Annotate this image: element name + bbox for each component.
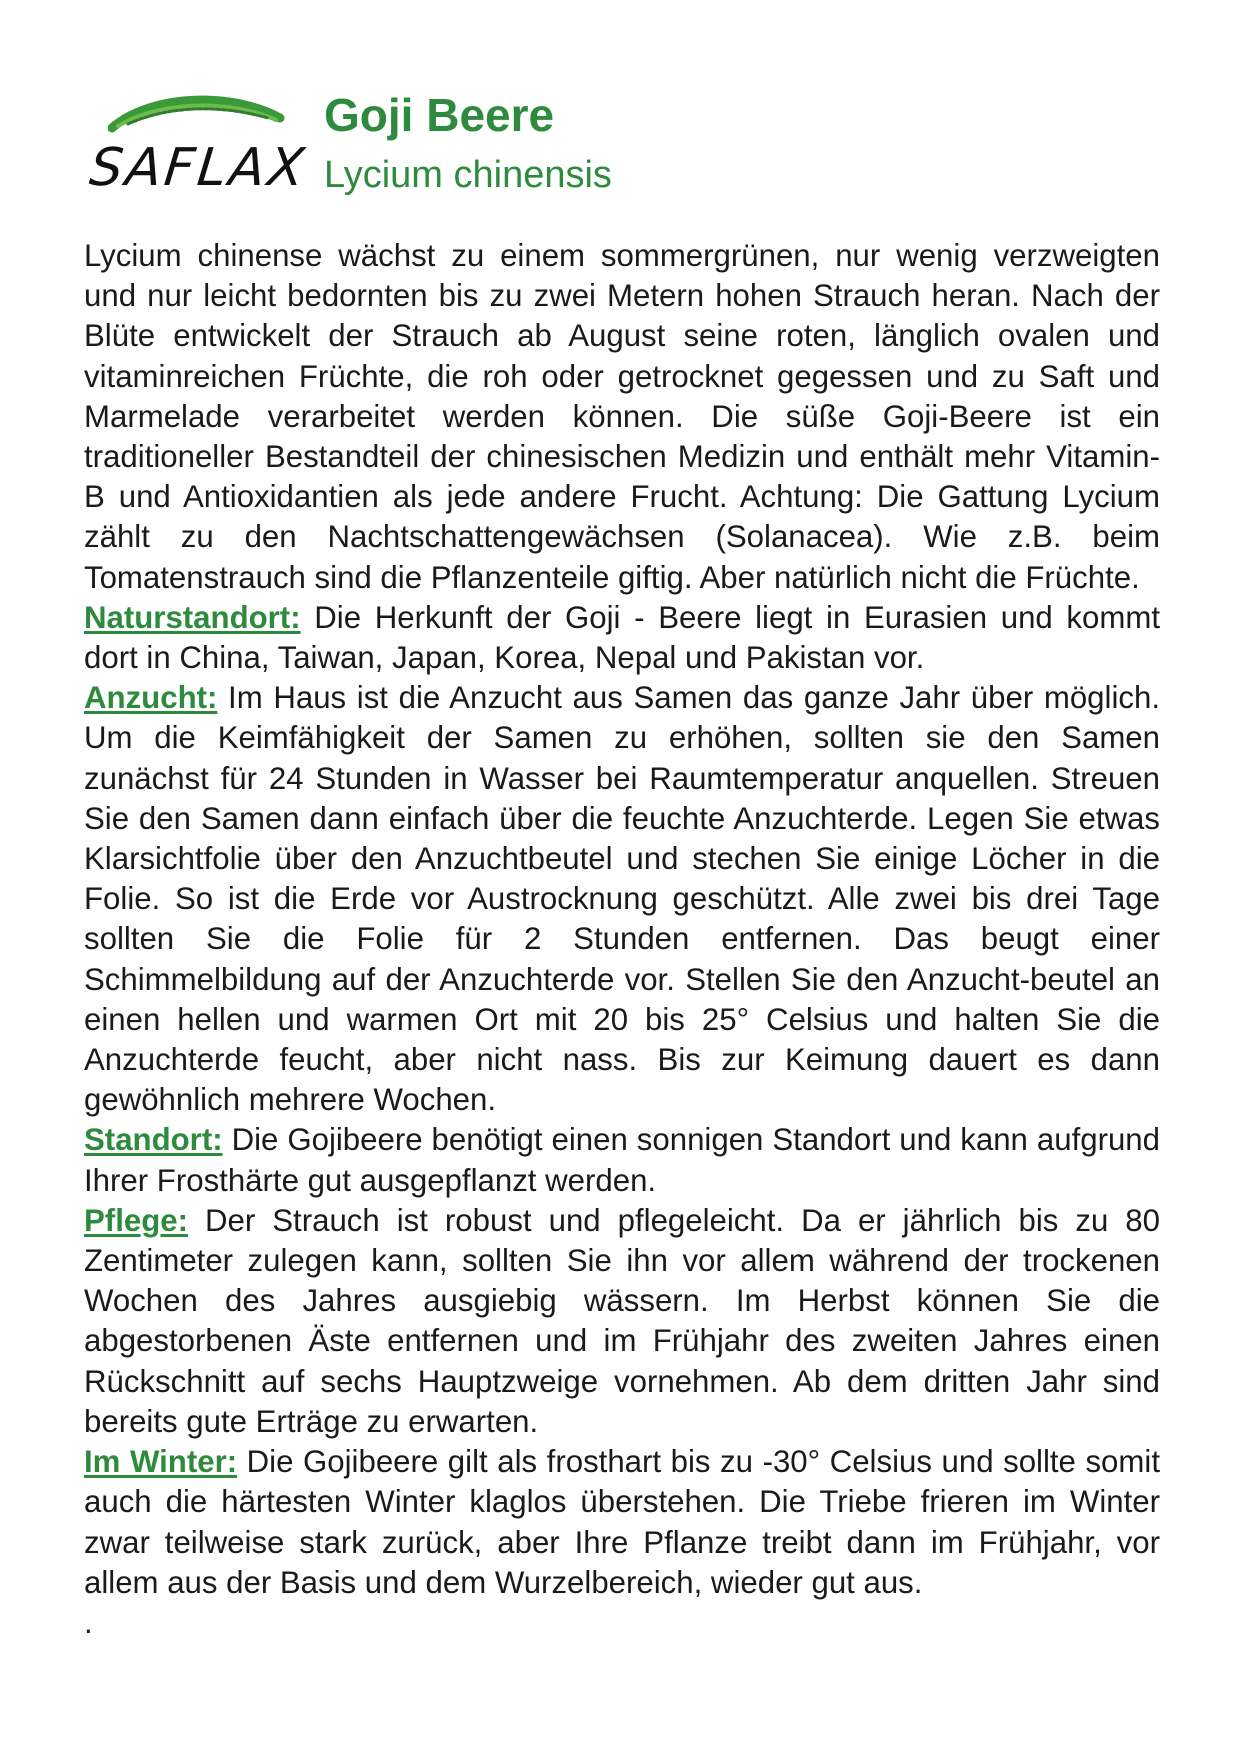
section-anzucht <box>84 678 1160 1120</box>
section-label: Im Winter: <box>84 1444 238 1480</box>
trailing-mark: . <box>84 1604 93 1640</box>
section-text: Die Gojibeere gilt als frosthart bis zu -30° Celsius und sollte somit auch die härtesten Winter klaglos überstehen. Die Triebe frieren im Winter zwar teilweise stark zurück, aber Ihre Pflanze treibt dann im Frühjahr, vor allem aus der Basis und dem Wurzelbereich, wieder gut aus. <box>84 1444 1160 1600</box>
description-body <box>84 236 1160 1643</box>
section-text: Der Strauch ist robust und pflegeleicht. Da er jährlich bis zu 80 Zentimeter zulegen kann, sollten Sie ihn vor allem während der trockenen Wochen des Jahres ausgiebig wässern. Im Herbst können Sie die abgestorbenen Äste entfernen und im Frühjahr des zweiten Jahres einen Rückschnitt auf sechs Hauptzweige vornehmen. Ab dem dritten Jahr sind bereits gute Erträge zu erwarten. <box>84 1202 1160 1439</box>
section-label: Standort: <box>84 1122 223 1158</box>
section-label: Naturstandort: <box>84 599 301 635</box>
section-text: Im Haus ist die Anzucht aus Samen das ganze Jahr über möglich. Um die Keimfähigkeit der Samen zu erhöhen, sollten sie den Samen zunächst für 24 Stunden in Wasser bei Raumtemperatur anquellen. Streuen Sie den Samen dann einfach über die feuchte Anzuchterde. Legen Sie etwas Klarsichtfolie über den Anzuchtbeutel und stechen Sie einige Löcher in die Folie. So ist die Erde vor Austrocknung geschützt. Alle zwei bis drei Tage sollten Sie die Folie für 2 Stunden entfernen. Das beugt einer Schimmelbildung auf der Anzuchterde vor. Stellen Sie den Anzucht-beutel an einen hellen und warmen Ort mit 20 bis 25° Celsius und halten Sie die Anzuchterde feucht, aber nicht nass. Bis zur Keimung dauert es dann gewöhnlich mehrere Wochen. <box>84 680 1160 1118</box>
section-im-winter <box>84 1442 1160 1603</box>
logo-text: SAFLAX <box>86 138 310 198</box>
intro-paragraph: Lycium chinense wächst zu einem sommergrünen, nur wenig verzweigten und nur leicht bedornten bis zu zwei Metern hohen Strauch heran. Nach der Blüte entwickelt der Strauch ab August seine roten, länglich ovalen und vitaminreichen Früchte, die roh oder getrocknet gegessen und zu Saft und Marmelade verarbeitet werden können. Die süße Goji-Beere ist ein traditioneller Bestandteil der chinesischen Medizin und enthält mehr Vitamin-B und Antioxidantien als jede andere Frucht. Achtung: Die Gattung Lycium zählt zu den Nachtschattengewächsen (Solanacea). Wie z.B. beim Tomatenstrauch sind die Pflanzenteile giftig. Aber natürlich nicht die Früchte. <box>84 238 1160 595</box>
page-title: Goji Beere <box>324 89 555 141</box>
section-text: Die Herkunft der Goji - Beere liegt in Eurasien und kommt dort in China, Taiwan, Japan, Korea, Nepal und Pakistan vor. <box>84 599 1160 676</box>
header <box>88 84 1168 214</box>
section-standort <box>84 1120 1160 1200</box>
section-label: Anzucht: <box>84 680 218 716</box>
section-naturstandort <box>84 598 1160 678</box>
section-pflege <box>84 1201 1160 1442</box>
section-label: Pflege: <box>84 1202 188 1238</box>
section-text: Die Gojibeere benötigt einen sonnigen Standort und kann aufgrund Ihrer Frosthärte gut ausgepflanzt werden. <box>84 1122 1160 1198</box>
saflax-logo <box>86 84 310 204</box>
page-subtitle: Lycium chinensis <box>324 154 612 196</box>
